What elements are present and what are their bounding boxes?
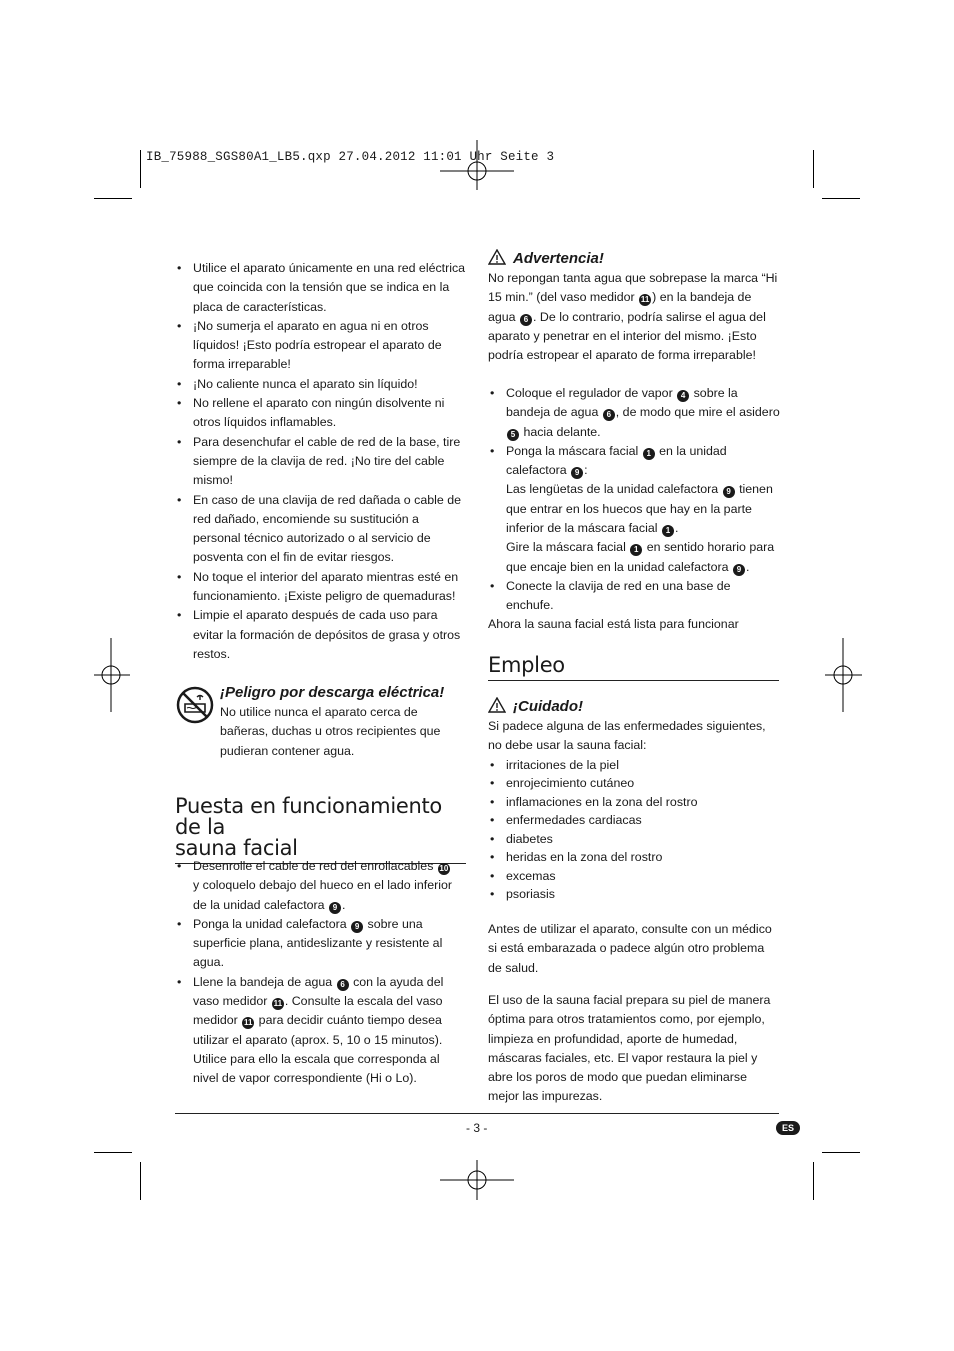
setup-steps	[175, 857, 467, 1089]
list-item: • diabetes	[488, 830, 780, 849]
list-item: • Coloque el regulador de vapor 4 sobre la bandeja de agua 6 , de modo que mire el asidero 5 hacia delante.	[488, 384, 780, 442]
number-6-icon: 6	[337, 979, 349, 991]
page-number: - 3 -	[466, 1121, 488, 1135]
list-item: • Llene la bandeja de agua 6 con la ayuda del vaso medidor 11 . Consulte la escala del vaso medidor 11 para decidir cuánto tiempo desea utilizar el aparato (aprox. 5, 10 o 15 minutos). Utilice para ello la escala que corresponda al nivel de vapor correspondiente (Hi o Lo).	[175, 973, 467, 1089]
number-1-icon: 1	[643, 448, 655, 460]
number-9-icon: 9	[351, 921, 363, 933]
warning-triangle-icon	[488, 697, 506, 713]
number-11-icon: 11	[243, 1018, 253, 1028]
list-item: • irritaciones de la piel	[488, 756, 780, 775]
list-item: • En caso de una clavija de red dañada o cable de red dañado, encomiende su sustitución a personal técnico autorizado o al servicio de posventa con el fin de evitar riesgos.	[175, 491, 467, 568]
list-item: • Para desenchufar el cable de red de la base, tire siempre de la clavija de red. ¡No tire del cable mismo!	[175, 433, 467, 491]
shock-warning	[220, 683, 468, 761]
number-9-icon: 9	[571, 467, 583, 479]
ready-text: Ahora la sauna facial está lista para funcionar	[488, 617, 739, 631]
language-badge: ES	[776, 1121, 800, 1135]
list-item: • ¡No sumerja el aparato en agua ni en otros líquidos! ¡Esto podría estropear el aparato de forma irreparable!	[175, 317, 467, 375]
number-9-icon: 9	[733, 564, 745, 576]
list-item: • Ponga la unidad calefactora 9 sobre una superficie plana, antideslizante y resistente al agua.	[175, 915, 467, 973]
number-11-icon: 11	[640, 295, 650, 305]
shock-warning-title: ¡Peligro por descarga eléctrica!	[220, 684, 445, 701]
list-item: • inflamaciones en la zona del rostro	[488, 793, 780, 812]
number-11-icon: 11	[273, 999, 283, 1009]
number-1-icon: 1	[662, 525, 674, 537]
cuidado-intro: Si padece alguna de las enfermedades siguientes, no debe usar la sauna facial:	[488, 719, 766, 753]
print-header: IB_75988_SGS80A1_LB5.qxp 27.04.2012 11:01 Uhr Seite 3	[146, 150, 555, 164]
section-title-empleo: Empleo	[488, 655, 779, 681]
list-item: • No rellene el aparato con ningún disolvente ni otros líquidos inflamables.	[175, 394, 467, 433]
number-1-icon: 1	[630, 544, 642, 556]
assembly-steps	[488, 384, 780, 616]
cuidado-block	[488, 697, 780, 904]
list-item: • psoriasis	[488, 885, 780, 904]
cuidado-title: ¡Cuidado!	[513, 698, 583, 715]
list-item: • excemas	[488, 867, 780, 886]
advertencia-title: Advertencia!	[513, 250, 604, 267]
footer-rule	[175, 1113, 779, 1114]
no-bath-icon	[176, 686, 214, 729]
list-item: • Ponga la máscara facial 1 en la unidad calefactora 9 : Las lengüetas de la unidad calefactora 9 tienen que entrar en los huecos que hay en la parte inferior de la máscara facial 1 . Gire la máscara facial 1 en sentido horario para que encaje bien en la unidad calefactora 9 .	[488, 442, 780, 577]
shock-warning-text: No utilice nunca el aparato cerca de bañeras, duchas u otros recipientes que pudieran contener agua.	[220, 705, 441, 758]
number-9-icon: 9	[723, 486, 735, 498]
number-9-icon: 9	[329, 902, 341, 914]
left-column	[175, 259, 467, 664]
list-item: • Conecte la clavija de red en una base de enchufe.	[488, 577, 780, 616]
number-6-icon: 6	[603, 409, 615, 421]
list-item: • ¡No caliente nunca el aparato sin líquido!	[175, 375, 467, 394]
number-4-icon: 4	[677, 390, 689, 402]
list-item: • No toque el interior del aparato mientras esté en funcionamiento. ¡Existe peligro de quemaduras!	[175, 568, 467, 607]
section-title-setup: Puesta en funcionamiento de la sauna facial	[175, 796, 466, 864]
number-10-icon: 10	[439, 864, 449, 873]
list-item: • enfermedades cardiacas	[488, 811, 780, 830]
safety-list	[175, 259, 467, 664]
list-item: • enrojecimiento cutáneo	[488, 774, 780, 793]
para-doctor: Antes de utilizar el aparato, consulte con un médico si está embarazada o padece algún otro problema de salud.	[488, 922, 772, 975]
list-item: • Limpie el aparato después de cada uso para evitar la formación de depósitos de grasa y otros restos.	[175, 606, 467, 664]
advertencia-block	[488, 249, 780, 365]
list-item: • heridas en la zona del rostro	[488, 848, 780, 867]
warning-triangle-icon	[488, 249, 506, 265]
advertencia-text: No repongan tanta agua que sobrepase la marca “Hi 15 min.” (del vaso medidor 11 ) en la bandeja de agua 6 . De lo contrario, podría salirse el agua del aparato y penetrar en el interior del mismo. ¡Esto podría estropear el aparato de forma irreparable!	[488, 271, 778, 363]
number-6-icon: 6	[520, 314, 532, 326]
list-item: • Utilice el aparato únicamente en una red eléctrica que coincida con la tensión que se indica en la placa de características.	[175, 259, 467, 317]
list-item: • Desenrolle el cable de red del enrollacables 10 y coloquelo debajo del hueco en el lado inferior de la unidad calefactora 9 .	[175, 857, 467, 915]
diseases-list	[488, 756, 780, 904]
number-5-icon: 5	[507, 429, 519, 441]
para-benefits: El uso de la sauna facial prepara su piel de manera óptima para otros tratamientos como, por ejemplo, limpieza en profundidad, aporte de humedad, máscaras faciales, etc. El vapor restaura la piel y abre los poros de modo que puedan eliminarse mejor las impurezas.	[488, 993, 771, 1104]
